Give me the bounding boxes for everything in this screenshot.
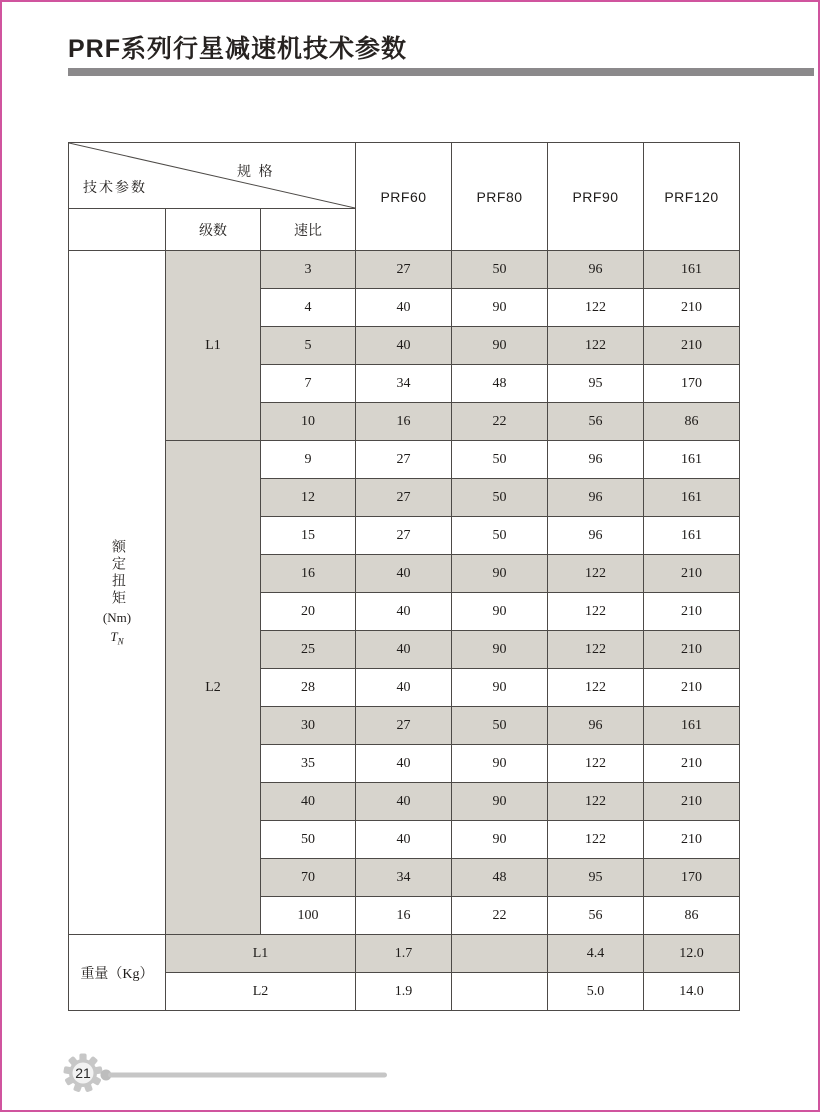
value-cell: 40 — [356, 783, 452, 821]
value-cell: 210 — [644, 289, 740, 327]
value-cell: 27 — [356, 479, 452, 517]
value-cell: 122 — [548, 631, 644, 669]
value-cell: 122 — [548, 289, 644, 327]
value-cell: 90 — [452, 555, 548, 593]
ratio-cell: 30 — [261, 707, 356, 745]
value-cell: 50 — [452, 251, 548, 289]
value-cell: 16 — [356, 403, 452, 441]
value-cell: 27 — [356, 707, 452, 745]
value-cell: 40 — [356, 289, 452, 327]
value-cell: 90 — [452, 593, 548, 631]
value-cell: 90 — [452, 669, 548, 707]
ratio-cell: 15 — [261, 517, 356, 555]
page-number: 21 — [75, 1065, 91, 1081]
empty-header-cell — [69, 209, 166, 251]
value-cell: 90 — [452, 783, 548, 821]
ratio-cell: 25 — [261, 631, 356, 669]
ratio-cell: 12 — [261, 479, 356, 517]
value-cell: 56 — [548, 897, 644, 935]
ratio-cell: 4 — [261, 289, 356, 327]
value-cell: 161 — [644, 707, 740, 745]
value-cell: 90 — [452, 327, 548, 365]
value-cell: 86 — [644, 403, 740, 441]
value-cell: 22 — [452, 897, 548, 935]
ratio-cell: 16 — [261, 555, 356, 593]
value-cell: 210 — [644, 745, 740, 783]
value-cell: 27 — [356, 441, 452, 479]
ratio-cell: 20 — [261, 593, 356, 631]
value-cell: 122 — [548, 745, 644, 783]
ratio-cell: 7 — [261, 365, 356, 403]
value-cell: 96 — [548, 707, 644, 745]
spec-corner-label: 规 格 — [237, 165, 275, 180]
ratio-cell: 10 — [261, 403, 356, 441]
value-cell: 50 — [452, 707, 548, 745]
value-cell: 50 — [452, 517, 548, 555]
stage-cell-l1: L1 — [166, 251, 261, 441]
ratio-cell: 28 — [261, 669, 356, 707]
diagonal-line — [69, 143, 355, 208]
value-cell: 50 — [452, 441, 548, 479]
ratio-cell: 70 — [261, 859, 356, 897]
value-cell: 22 — [452, 403, 548, 441]
weight-row — [69, 973, 740, 1011]
weight-value-cell: 1.9 — [356, 973, 452, 1011]
spec-column-header-prf80: PRF80 — [452, 143, 548, 251]
spec-column-header-prf60: PRF60 — [356, 143, 452, 251]
weight-value-cell — [452, 973, 548, 1011]
weight-stage-cell-l2: L2 — [166, 973, 356, 1011]
value-cell: 161 — [644, 479, 740, 517]
gear-icon — [63, 1054, 103, 1093]
title-rule — [68, 68, 814, 76]
table-row — [69, 251, 740, 289]
value-cell: 96 — [548, 441, 644, 479]
value-cell: 170 — [644, 365, 740, 403]
value-cell: 96 — [548, 251, 644, 289]
value-cell: 90 — [452, 631, 548, 669]
value-cell: 48 — [452, 365, 548, 403]
page-title: PRF系列行星减速机技术参数 — [68, 35, 408, 63]
value-cell: 90 — [452, 745, 548, 783]
ratio-cell: 9 — [261, 441, 356, 479]
value-cell: 27 — [356, 517, 452, 555]
ratio-cell: 100 — [261, 897, 356, 935]
ratio-cell: 40 — [261, 783, 356, 821]
param-corner-label: 技术参数 — [83, 181, 147, 196]
footer-line — [108, 1073, 387, 1078]
value-cell: 122 — [548, 593, 644, 631]
value-cell: 34 — [356, 859, 452, 897]
page-footer — [60, 1051, 392, 1097]
ratio-cell: 3 — [261, 251, 356, 289]
value-cell: 40 — [356, 327, 452, 365]
value-cell: 95 — [548, 859, 644, 897]
value-cell: 210 — [644, 631, 740, 669]
value-cell: 96 — [548, 517, 644, 555]
value-cell: 90 — [452, 821, 548, 859]
weight-row — [69, 935, 740, 973]
value-cell: 170 — [644, 859, 740, 897]
value-cell: 161 — [644, 251, 740, 289]
value-cell: 27 — [356, 251, 452, 289]
value-cell: 48 — [452, 859, 548, 897]
value-cell: 40 — [356, 745, 452, 783]
ratio-cell: 50 — [261, 821, 356, 859]
value-cell: 40 — [356, 631, 452, 669]
value-cell: 122 — [548, 327, 644, 365]
stage-cell-l2: L2 — [166, 441, 261, 935]
torque-axis-label — [69, 251, 166, 935]
value-cell: 210 — [644, 783, 740, 821]
table-row — [69, 441, 740, 479]
value-cell: 95 — [548, 365, 644, 403]
ratio-cell: 35 — [261, 745, 356, 783]
value-cell: 40 — [356, 555, 452, 593]
weight-value-cell: 4.4 — [548, 935, 644, 973]
torque-label-stack — [69, 539, 165, 647]
ratio-cell: 5 — [261, 327, 356, 365]
weight-value-cell: 5.0 — [548, 973, 644, 1011]
stage-header-cell: 级数 — [166, 209, 261, 251]
value-cell: 86 — [644, 897, 740, 935]
weight-value-cell: 14.0 — [644, 973, 740, 1011]
weight-stage-cell-l1: L1 — [166, 935, 356, 973]
weight-value-cell: 1.7 — [356, 935, 452, 973]
torque-symbol: $T_N$ — [110, 628, 124, 647]
value-cell: 40 — [356, 669, 452, 707]
spec-column-header-prf120: PRF120 — [644, 143, 740, 251]
value-cell: 122 — [548, 821, 644, 859]
diag-header-cell — [69, 143, 356, 209]
value-cell: 40 — [356, 593, 452, 631]
spec-table — [68, 142, 740, 1011]
value-cell: 50 — [452, 479, 548, 517]
value-cell: 16 — [356, 897, 452, 935]
value-cell: 210 — [644, 593, 740, 631]
value-cell: 161 — [644, 441, 740, 479]
value-cell: 210 — [644, 821, 740, 859]
value-cell: 122 — [548, 783, 644, 821]
table-body — [69, 251, 740, 1011]
header-row-1 — [69, 143, 740, 209]
value-cell: 161 — [644, 517, 740, 555]
weight-value-cell: 12.0 — [644, 935, 740, 973]
value-cell: 210 — [644, 669, 740, 707]
value-cell: 56 — [548, 403, 644, 441]
weight-value-cell — [452, 935, 548, 973]
value-cell: 122 — [548, 555, 644, 593]
value-cell: 34 — [356, 365, 452, 403]
ratio-header-cell: 速比 — [261, 209, 356, 251]
weight-label-cell: 重量（Kg） — [69, 935, 166, 1011]
value-cell: 210 — [644, 555, 740, 593]
value-cell: 90 — [452, 289, 548, 327]
torque-unit: (Nm) — [102, 609, 132, 625]
torque-vertical-text: 额定扭矩 — [110, 538, 125, 607]
value-cell: 40 — [356, 821, 452, 859]
value-cell: 210 — [644, 327, 740, 365]
spec-column-header-prf90: PRF90 — [548, 143, 644, 251]
value-cell: 96 — [548, 479, 644, 517]
value-cell: 122 — [548, 669, 644, 707]
torque-symbol-sub: N — [117, 636, 124, 647]
footer-decoration — [60, 1051, 392, 1097]
